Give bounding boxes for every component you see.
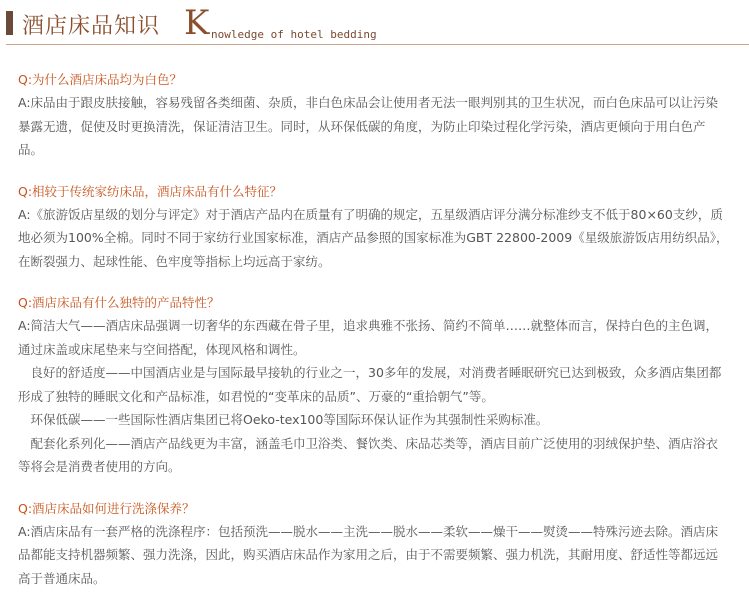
- faq-question: Q:相较于传统家纺床品，酒店床品有什么特征？: [18, 183, 283, 199]
- page-subtitle: nowledge of hotel bedding: [211, 28, 377, 41]
- faq-answer: A:酒店床品有一套严格的洗涤程序：包括预洗——脱水——主洗——脱水——柔软——燥干——熨烫——特殊污迹去除。酒店床品都能支持机器频繁、强力洗涤，因此，购买酒店床品作为家用之后，由于不需要频繁、强力机洗，其耐用度、舒适性等都远远高于普通床品。: [18, 523, 719, 586]
- faq-question: Q:酒店床品如何进行洗涤保养？: [18, 500, 195, 516]
- faq-answer: A:简洁大气——酒店床品强调一切奢华的东西藏在骨子里，追求典雅不张扬、简约不简单……就整体而言，保持白色的主色调，通过床盖或床尾垫来与空间搭配，体现风格和调性。: [18, 318, 719, 357]
- page-title: 酒店床品知识: [22, 14, 161, 39]
- faq-answer: A:《旅游饭店星级的划分与评定》对于酒店产品内在质量有了明确的规定，五星级酒店评分满分标准纱支不低于80×60支纱，质地必须为100%全棉。同时不同于家纺行业国家标准，酒店产品参照的国家标准为GBT 22800-2009《星级旅游饭店用纺织品》，在断裂强力、起球性能、色牢度等指标上均远高于家纺。: [18, 206, 729, 269]
- faq-answer-paragraph: 良好的舒适度——中国酒店业是与国际最早接轨的行业之一，30多年的发展，对消费者睡眠研究已达到极致，众多酒店集团都形成了独特的睡眠文化和产品标准，如君悦的“变革床的品质”、万豪的“重拾朝气”等。: [18, 365, 722, 404]
- page-header: [0, 0, 749, 48]
- header-initial-letter: K: [184, 3, 210, 43]
- faq-content: [18, 68, 730, 608]
- faq-item: [18, 291, 730, 479]
- faq-answer-paragraph: 配套化系列化——酒店产品线更为丰富，涵盖毛巾卫浴类、餐饮类、床品芯类等，酒店目前广泛使用的羽绒保护垫、酒店浴衣等将会是消费者使用的方向。: [18, 435, 719, 474]
- faq-item: [18, 497, 730, 591]
- header-divider: [6, 44, 749, 45]
- faq-answer-paragraph: 环保低碳——一些国际性酒店集团已将Oeko-tex100等国际环保认证作为其强制性采购标准。: [30, 412, 549, 427]
- header-accent-bar: [6, 11, 13, 35]
- faq-question: Q:为什么酒店床品均为白色？: [18, 72, 183, 87]
- faq-item: [18, 68, 730, 162]
- faq-question: Q:酒店床品有什么独特的产品特性？: [18, 295, 220, 310]
- faq-item: [18, 180, 730, 274]
- faq-answer: A:床品由于跟皮肤接触，容易残留各类细菌、杂质，非白色床品会让使用者无法一眼判别其的卫生状况，而白色床品可以让污染暴露无遗，促使及时更换清洗，保证清洁卫生。同时，从环保低碳的角度，为防止印染过程化学污染，酒店更倾向于用白色产品。: [18, 95, 719, 157]
